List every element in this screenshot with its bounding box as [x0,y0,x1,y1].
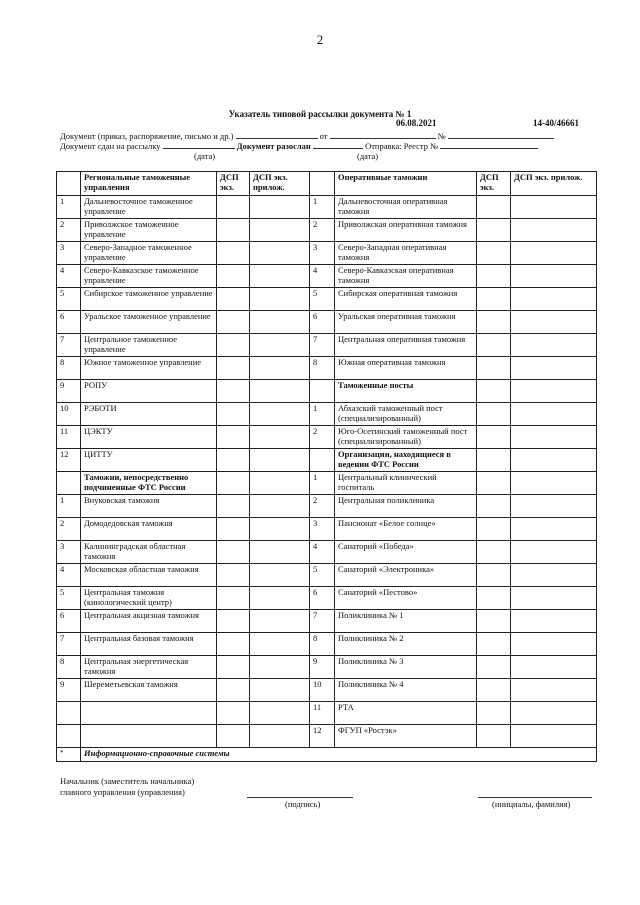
dsp-appendix-left [250,426,310,449]
distribution-table [56,171,597,762]
row-number-right: 10 [310,679,335,702]
recipient-left: Южное таможенное управление [81,357,217,380]
dsp-copies-left [217,357,250,380]
recipient-left: Центральная акцизная таможня [81,610,217,633]
dsp-copies-right [477,219,511,242]
row-number-left: 6 [57,610,81,633]
row-number-right: 7 [310,334,335,357]
table-row [57,288,597,311]
dsp-appendix-left [250,564,310,587]
recipient-left: Приволжское таможенное управление [81,219,217,242]
recipient-right: Приволжская оперативная таможня [335,219,477,242]
dsp-appendix-right [511,403,597,426]
dsp-appendix-left [250,725,310,748]
row-number-right: 8 [310,357,335,380]
table-row [57,587,597,610]
dsp-appendix-right [511,610,597,633]
dsp-appendix-right [511,472,597,495]
row-number-left: 2 [57,518,81,541]
dsp-appendix-left [250,449,310,472]
recipient-right: Центральный клинический госпиталь [335,472,477,495]
dsp-appendix-left [250,288,310,311]
recipient-left: ЦЭКТУ [81,426,217,449]
dsp-appendix-left [250,334,310,357]
recipient-right: Санаторий «Пестово» [335,587,477,610]
dsp-copies-right [477,265,511,288]
dsp-copies-left [217,610,250,633]
row-number-left: 4 [57,564,81,587]
dsp-appendix-left [250,518,310,541]
dsp-copies-left [217,242,250,265]
recipient-right: Сибирская оперативная таможня [335,288,477,311]
dsp-appendix-left [250,541,310,564]
table-row [57,449,597,472]
table-row [57,357,597,380]
dsp-copies-right [477,288,511,311]
recipient-right: Северо-Западная оперативная таможня [335,242,477,265]
table-row [57,242,597,265]
table-header-row [57,172,597,196]
dsp-copies-right [477,679,511,702]
row-number-left: 2 [57,219,81,242]
recipient-right: Поликлиника № 3 [335,656,477,679]
dsp-appendix-left [250,610,310,633]
from-date-blank [330,130,436,139]
table-row [57,725,597,748]
recipient-right: Центральная поликлиника [335,495,477,518]
recipient-left: Внуковская таможня [81,495,217,518]
table-row-info-systems [57,748,597,762]
row-number-left: 10 [57,403,81,426]
dsp-copies-right [477,564,511,587]
date-caption-sent: (дата) [357,151,379,161]
row-number-right: 12 [310,725,335,748]
table-row [57,380,597,403]
dsp-copies-right [477,472,511,495]
dsp-copies-left [217,449,250,472]
dsp-copies-left [217,288,250,311]
dsp-appendix-right [511,564,597,587]
recipient-right: РТА [335,702,477,725]
row-number-right: 3 [310,518,335,541]
row-number-right: 1 [310,196,335,219]
dsp-appendix-right [511,334,597,357]
dsp-copies-right [477,380,511,403]
recipient-left: Центральная энергетическая таможня [81,656,217,679]
dsp-copies-right [477,311,511,334]
recipient-right: Организации, находящиеся в ведении ФТС России [335,449,477,472]
info-systems-mark: * [57,748,81,762]
table-row [57,495,597,518]
row-number-right: 6 [310,587,335,610]
dsp-appendix-left [250,495,310,518]
recipient-left: Северо-Кавказское таможенное управление [81,265,217,288]
recipient-right: Северо-Кавказская оперативная таможня [335,265,477,288]
dsp-appendix-left [250,219,310,242]
recipient-left: Таможни, непосредственно подчиненные ФТС России [81,472,217,495]
row-number-right: 5 [310,564,335,587]
recipient-right: Санаторий «Электроника» [335,564,477,587]
signatory-position-2: главного управления (управления) [60,787,185,797]
dsp-appendix-left [250,265,310,288]
name-caption: (инициалы, фамилия) [492,799,571,809]
dsp-appendix-left [250,633,310,656]
recipient-left [81,702,217,725]
dsp-appendix-left [250,403,310,426]
dsp-appendix-left [250,380,310,403]
dsp-appendix-right [511,242,597,265]
dsp-copies-left [217,472,250,495]
recipient-right: Таможенные посты [335,380,477,403]
header-dsp-app-left: ДСП экз. прилож. [250,172,310,196]
recipient-left [81,725,217,748]
table-row [57,679,597,702]
row-number-right: 5 [310,288,335,311]
dsp-appendix-right [511,495,597,518]
sent-date-blank [313,140,363,149]
row-number-left: 8 [57,656,81,679]
header-operational: Оперативные таможни [335,172,477,196]
name-line [478,797,592,798]
dsp-copies-right [477,518,511,541]
dsp-copies-left [217,702,250,725]
row-number-right [310,449,335,472]
row-number-left: 11 [57,426,81,449]
table-row [57,541,597,564]
document-number: 14-40/46661 [533,118,579,128]
dsp-copies-left [217,265,250,288]
dsp-appendix-left [250,242,310,265]
table-row [57,311,597,334]
recipient-left: ЦИТТУ [81,449,217,472]
recipient-left: Уральское таможенное управление [81,311,217,334]
table-row [57,426,597,449]
document-date: 06.08.2021 [396,118,437,128]
row-number-left: 4 [57,265,81,288]
row-number-right: 4 [310,265,335,288]
table-row [57,403,597,426]
dsp-copies-left [217,725,250,748]
recipient-left: Центральная таможня (кинологический центр) [81,587,217,610]
dsp-copies-left [217,587,250,610]
dsp-copies-right [477,403,511,426]
dsp-copies-left [217,219,250,242]
info-systems-label: Информационно-справочные системы [81,748,597,762]
dsp-appendix-right [511,725,597,748]
dsp-copies-left [217,518,250,541]
recipient-left: Дальневосточное таможенное управление [81,196,217,219]
dsp-copies-left [217,380,250,403]
row-number-left: 7 [57,633,81,656]
dsp-copies-right [477,242,511,265]
row-number-right [310,380,335,403]
row-number-right: 3 [310,242,335,265]
submitted-date-blank [163,140,235,149]
dsp-appendix-right [511,219,597,242]
row-number-left: 7 [57,334,81,357]
table-row [57,702,597,725]
recipient-left: Северо-Западное таможенное управление [81,242,217,265]
row-number-right: 11 [310,702,335,725]
document-label: Документ (приказ, распоряжение, письмо и др.) [60,131,234,141]
date-caption-submitted: (дата) [194,151,216,161]
dsp-appendix-left [250,679,310,702]
row-number-left: 3 [57,541,81,564]
row-number-left: 5 [57,587,81,610]
dsp-copies-right [477,495,511,518]
header-regional: Региональные таможенные управления [81,172,217,196]
recipient-right: Поликлиника № 2 [335,633,477,656]
row-number-left: 9 [57,679,81,702]
row-number-left: 5 [57,288,81,311]
dsp-copies-right [477,702,511,725]
dsp-copies-left [217,564,250,587]
recipient-right: Поликлиника № 4 [335,679,477,702]
dsp-copies-right [477,656,511,679]
dsp-copies-right [477,541,511,564]
row-number-right: 9 [310,656,335,679]
dsp-copies-right [477,610,511,633]
dsp-appendix-right [511,518,597,541]
recipient-right: Уральская оперативная таможня [335,311,477,334]
distribution-title: Указатель типовой рассылки документа № 1 [228,109,412,119]
row-number-right: 7 [310,610,335,633]
dsp-copies-right [477,196,511,219]
dsp-appendix-right [511,541,597,564]
table-row [57,518,597,541]
table-body [57,196,597,748]
table-row [57,196,597,219]
dsp-appendix-right [511,449,597,472]
header-dsp-left: ДСП экз. [217,172,250,196]
row-number-left [57,702,81,725]
row-number-left: 9 [57,380,81,403]
dsp-appendix-right [511,265,597,288]
dsp-copies-left [217,403,250,426]
dsp-appendix-left [250,357,310,380]
dsp-appendix-right [511,380,597,403]
table-row [57,656,597,679]
dsp-copies-right [477,449,511,472]
row-number-right: 1 [310,472,335,495]
recipient-left: Центральная базовая таможня [81,633,217,656]
dsp-appendix-right [511,587,597,610]
row-number-right: 2 [310,426,335,449]
dsp-copies-left [217,495,250,518]
header-dsp-app-right: ДСП экз. прилож. [511,172,597,196]
signature-line [247,797,353,798]
signatory-position-1: Начальник (заместитель начальника) [60,776,195,786]
page-number: 2 [316,32,324,47]
row-number-right: 8 [310,633,335,656]
dsp-appendix-right [511,633,597,656]
table-row [57,472,597,495]
recipient-right: Дальневосточная оперативная таможня [335,196,477,219]
recipient-right: Пансионат «Белое солнце» [335,518,477,541]
row-number-right: 2 [310,219,335,242]
dsp-copies-left [217,426,250,449]
dsp-copies-right [477,725,511,748]
recipient-right: Южная оперативная таможня [335,357,477,380]
recipient-right: Центральная оперативная таможня [335,334,477,357]
recipient-right: ФГУП «Ростэк» [335,725,477,748]
row-number-right: 2 [310,495,335,518]
row-number-left: 3 [57,242,81,265]
header-num-cell-right [310,172,335,196]
recipient-left: РОПУ [81,380,217,403]
row-number-left [57,725,81,748]
recipient-left: Калининградская областная таможня [81,541,217,564]
row-number-right: 6 [310,311,335,334]
table-row [57,219,597,242]
table-row [57,633,597,656]
dsp-copies-left [217,541,250,564]
recipient-left: Московская областная таможня [81,564,217,587]
row-number-right: 4 [310,541,335,564]
dsp-appendix-left [250,311,310,334]
dsp-appendix-left [250,702,310,725]
from-label: от [319,131,328,141]
dsp-copies-left [217,311,250,334]
recipient-right: Поликлиника № 1 [335,610,477,633]
dsp-appendix-right [511,196,597,219]
dispatch-label: Отправка: Реестр № [365,141,439,151]
signature-caption: (подпись) [285,799,321,809]
row-number-left: 6 [57,311,81,334]
recipient-right: Юго-Осетинский таможенный пост (специализированный) [335,426,477,449]
document-type-blank [236,130,318,139]
dsp-appendix-left [250,196,310,219]
dsp-copies-left [217,196,250,219]
dsp-copies-left [217,679,250,702]
number-label: № [437,131,446,141]
dsp-appendix-right [511,702,597,725]
dsp-copies-right [477,357,511,380]
table-row [57,564,597,587]
dispatch-line [60,140,538,151]
dsp-appendix-right [511,357,597,380]
row-number-left: 1 [57,495,81,518]
recipient-left: Домодедовская таможня [81,518,217,541]
row-number-left: 8 [57,357,81,380]
header-num-cell-left [57,172,81,196]
dsp-appendix-left [250,472,310,495]
dsp-copies-right [477,426,511,449]
row-number-left [57,472,81,495]
table-row [57,265,597,288]
table-row [57,334,597,357]
header-dsp-right: ДСП экз. [477,172,511,196]
submitted-label: Документ сдан на рассылку [60,141,161,151]
dsp-copies-left [217,633,250,656]
dsp-appendix-right [511,288,597,311]
dsp-appendix-right [511,311,597,334]
row-number-left: 12 [57,449,81,472]
table-row [57,610,597,633]
registry-number-blank [440,140,538,149]
dsp-appendix-right [511,656,597,679]
dsp-appendix-right [511,679,597,702]
row-number-right: 1 [310,403,335,426]
dsp-copies-right [477,633,511,656]
recipient-left: Шереметьевская таможня [81,679,217,702]
recipient-right: Абхазский таможенный пост (специализированный) [335,403,477,426]
dsp-copies-left [217,656,250,679]
recipient-right: Санаторий «Победа» [335,541,477,564]
sent-label: Документ разослан [236,141,311,151]
dsp-appendix-left [250,656,310,679]
recipient-left: РЭБОТИ [81,403,217,426]
dsp-appendix-left [250,587,310,610]
dsp-copies-right [477,334,511,357]
recipient-left: Центральное таможенное управление [81,334,217,357]
recipient-left: Сибирское таможенное управление [81,288,217,311]
number-blank [448,130,554,139]
dsp-copies-right [477,587,511,610]
dsp-copies-left [217,334,250,357]
dsp-appendix-right [511,426,597,449]
row-number-left: 1 [57,196,81,219]
